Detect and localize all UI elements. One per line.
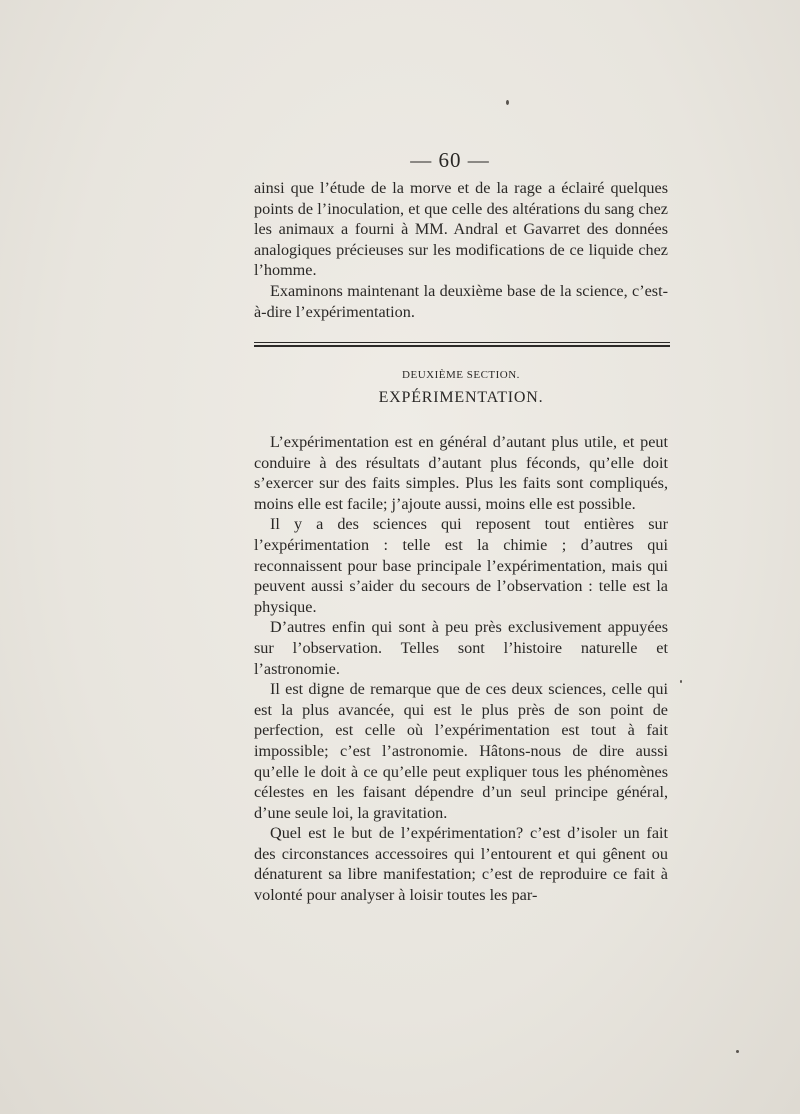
intro-text (254, 178, 668, 322)
paper-speck (506, 100, 509, 105)
section-title: EXPÉRIMENTATION. (378, 389, 544, 406)
paragraph: Quel est le but de l’expérimentation? c’est d’isoler un fait des circonstances accessoires qui l’entourent et qui gênent ou dénaturent sa libre manifestation; c’est de reproduire ce fait à volonté pour analyser à loisir toutes les par- (254, 824, 668, 905)
section-label: DEUXIÈME SECTION. (402, 369, 520, 381)
paragraph: Il y a des sciences qui reposent tout entières sur l’expérimentation : telle est la chimie ; d’autres qui reconnaissent pour base principale l’expérimentation, mais qui peuvent aussi s’aider du secours de l’observation : telle est la physique. (254, 515, 668, 616)
paragraph: L’expérimentation est en général d’autant plus utile, et peut conduire à des résultats d’autant plus féconds, qu’elle doit s’exercer sur des faits simples. Plus les faits sont compliqués, moins elle est facile; j’ajoute aussi, moins elle est possible. (254, 433, 668, 513)
paragraph: D’autres enfin qui sont à peu près exclusivement appuyées sur l’observation. Telles sont l’histoire naturelle et l’astronomie. (254, 618, 668, 678)
paragraph: Examinons maintenant la deuxième base de la science, c’est-à-dire l’expérimentation. (254, 281, 668, 321)
paper-speck (736, 1050, 739, 1053)
paragraph: Il est digne de remarque que de ces deux sciences, celle qui est la plus avancée, qui est le plus près de son point de perfection, est celle où l’expérimentation est tout à fait impossible; c’est l’astronomie. Hâtons-nous de dire aussi qu’elle le doit à ce qu’elle peut expliquer tous les phénomènes célestes en les faisant dépendre d’un seul principe général, d’une seule loi, la gravitation. (254, 680, 668, 822)
page-number: — 60 — (410, 148, 490, 172)
section-divider (254, 342, 670, 347)
paper-speck (680, 680, 682, 683)
body-text (254, 432, 668, 906)
paragraph-continuation: ainsi que l’étude de la morve et de la rage a éclairé quelques points de l’inoculation, et que celle des altérations du sang chez les animaux a fourni à MM. Andral et Gavarret des données analogiques précieuses sur les modifications de ce liquide chez l’homme. (254, 179, 668, 280)
